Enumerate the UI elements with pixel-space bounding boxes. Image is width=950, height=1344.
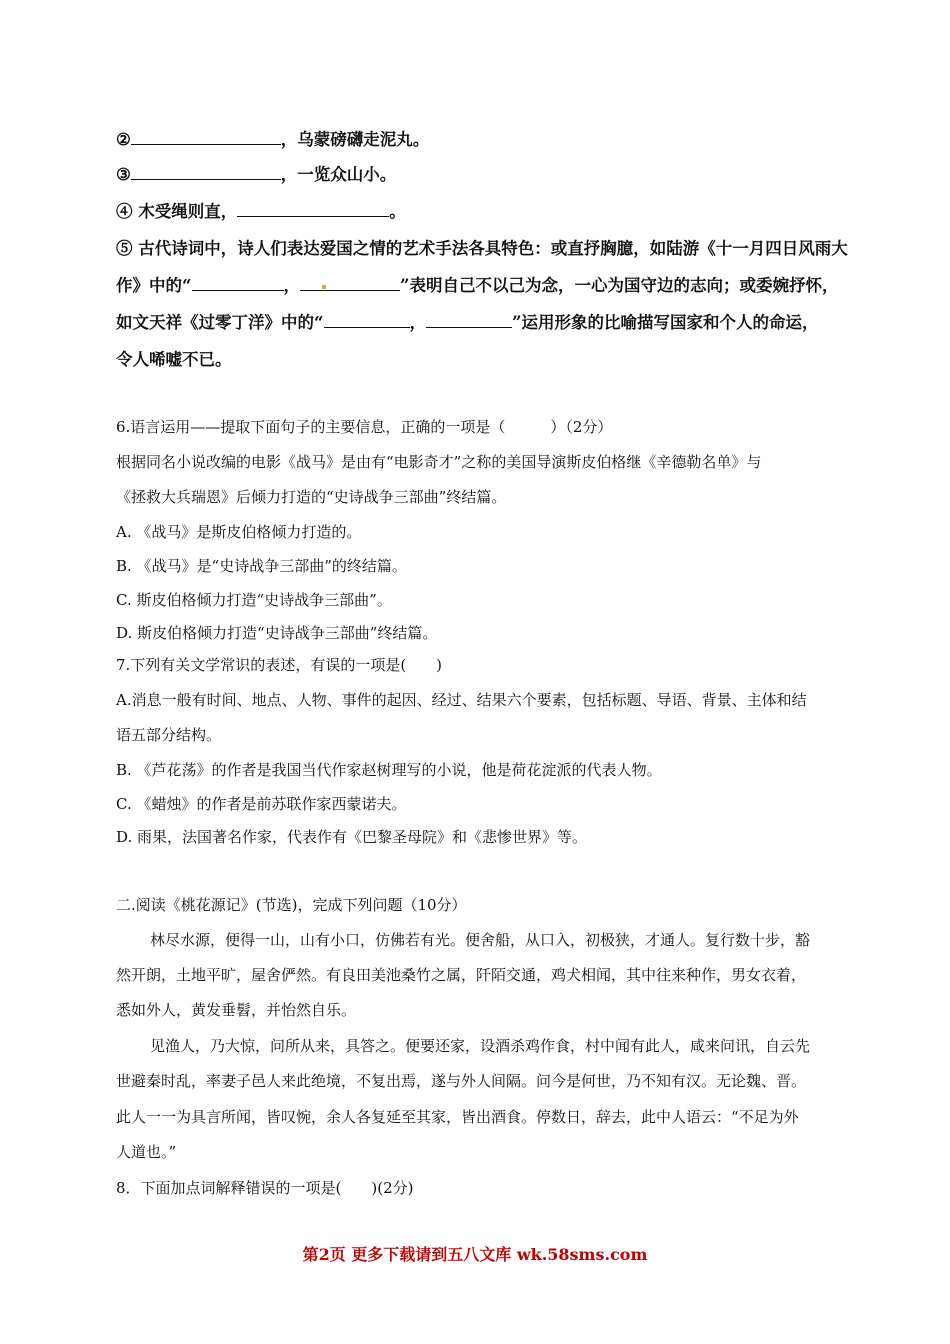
passage-p1-line1: 林尽水源，便得一山，山有小口，仿佛若有光。便舍船，从口入，初极狭，才通人。复行数十步，豁 — [150, 931, 811, 949]
passage-p2-line3: 此人一一为具言所闻，皆叹惋，余人各复延至其家，皆出酒食。停数日，辞去，此中人语云：“不足为外 — [116, 1108, 799, 1126]
q6-option-c[interactable]: C. 斯皮伯格倾力打造“史诗战争三部曲”。 — [116, 591, 392, 609]
poem-line-3-prefix: ③ — [116, 165, 131, 184]
poem-line-5c-suffix: ”运用形象的比喻描写国家和个人的命运， — [512, 313, 819, 332]
poem-line-2-suffix: ，乌蒙磅礴走泥丸。 — [280, 130, 430, 149]
poem-line-4-prefix: ④ 木受绳则直， — [116, 202, 238, 221]
poem-line-5a: ⑤ 古代诗词中，诗人们表达爱国之情的艺术手法各具特色：或直抒胸臆，如陆游《十一月四日风雨大 — [116, 239, 848, 258]
q7-option-b[interactable]: B. 《芦花荡》的作者是我国当代作家赵树理写的小说，他是荷花淀派的代表人物。 — [116, 761, 662, 779]
answer-blank[interactable] — [131, 165, 281, 180]
poem-line-5b — [116, 272, 839, 296]
poem-line-3-suffix: ，一览众山小。 — [280, 165, 397, 184]
q6-option-b[interactable]: B. 《战马》是“史诗战争三部曲”的终结篇。 — [116, 557, 407, 575]
section2-title: 二.阅读《桃花源记》(节选)，完成下列问题（10分） — [116, 896, 467, 914]
answer-blank[interactable] — [300, 276, 400, 291]
answer-blank[interactable] — [192, 276, 284, 291]
q7-option-a-line1[interactable]: A.消息一般有时间、地点、人物、事件的起因、经过、结果六个要素，包括标题、导语、背景、主体和结 — [116, 691, 807, 709]
poem-line-5d: 令人唏嘘不已。 — [116, 350, 232, 369]
q8-title: 8．下面加点词解释错误的一项是( )(2分) — [116, 1179, 414, 1197]
answer-blank[interactable] — [237, 202, 389, 217]
q7-option-a-line2[interactable]: 语五部分结构。 — [116, 726, 222, 744]
passage-p1-line3: 悉如外人，黄发垂髫，并怡然自乐。 — [116, 1001, 357, 1019]
poem-line-4-suffix: 。 — [389, 202, 406, 221]
poem-line-2-prefix: ② — [116, 130, 131, 149]
poem-line-5c-prefix: 如文天祥《过零丁洋》中的“ — [116, 313, 324, 332]
poem-line-5c-comma: ， — [409, 313, 426, 332]
marker-dot — [322, 285, 326, 289]
poem-line-3 — [116, 161, 396, 185]
q6-option-a[interactable]: A. 《战马》是斯皮伯格倾力打造的。 — [116, 523, 362, 541]
q6-text-b: 《拯救大兵瑞恩》后倾力打造的“史诗战争三部曲”终结篇。 — [116, 488, 507, 506]
poem-line-5b-prefix: 作》中的“ — [116, 276, 192, 295]
passage-p1-line2: 然开朗，土地平旷，屋舍俨然。有良田美池桑竹之属，阡陌交通，鸡犬相闻，其中往来种作，男女衣着， — [116, 966, 807, 984]
passage-p2-line2: 世避秦时乱，率妻子邑人来此绝境，不复出焉，遂与外人间隔。问今是何世，乃不知有汉。无论魏、晋。 — [116, 1072, 807, 1090]
q7-option-c[interactable]: C. 《蜡烛》的作者是前苏联作家西蒙诺夫。 — [116, 795, 407, 813]
poem-line-5b-comma: ， — [283, 276, 300, 295]
poem-line-2 — [116, 126, 429, 150]
answer-blank[interactable] — [426, 313, 512, 328]
q6-option-d[interactable]: D. 斯皮伯格倾力打造“史诗战争三部曲”终结篇。 — [116, 624, 438, 642]
answer-blank[interactable] — [131, 130, 281, 145]
answer-blank[interactable] — [324, 313, 410, 328]
q6-title: 6.语言运用——提取下面句子的主要信息，正确的一项是（ ）（2分） — [116, 418, 613, 436]
q7-title: 7.下列有关文学常识的表述，有误的一项是( ) — [116, 656, 443, 674]
q7-option-d[interactable]: D. 雨果，法国著名作家，代表作有《巴黎圣母院》和《悲惨世界》等。 — [116, 828, 588, 846]
poem-line-4 — [116, 198, 406, 222]
q6-text-a: 根据同名小说改编的电影《战马》是由有“电影奇才”之称的美国导演斯皮伯格继《辛德勒名单》与 — [116, 453, 762, 471]
poem-line-5c — [116, 309, 819, 333]
passage-p2-line1: 见渔人，乃大惊，问所从来，具答之。便要还家，设酒杀鸡作食，村中闻有此人，咸来问讯，自云先 — [150, 1037, 811, 1055]
page-footer[interactable]: 第2页 更多下载请到五八文库 wk.58sms.com — [302, 1245, 648, 1264]
poem-line-5b-suffix: ”表明自己不以己为念，一心为国守边的志向；或委婉抒怀， — [400, 276, 839, 295]
passage-p2-line4: 人道也。” — [116, 1143, 177, 1161]
